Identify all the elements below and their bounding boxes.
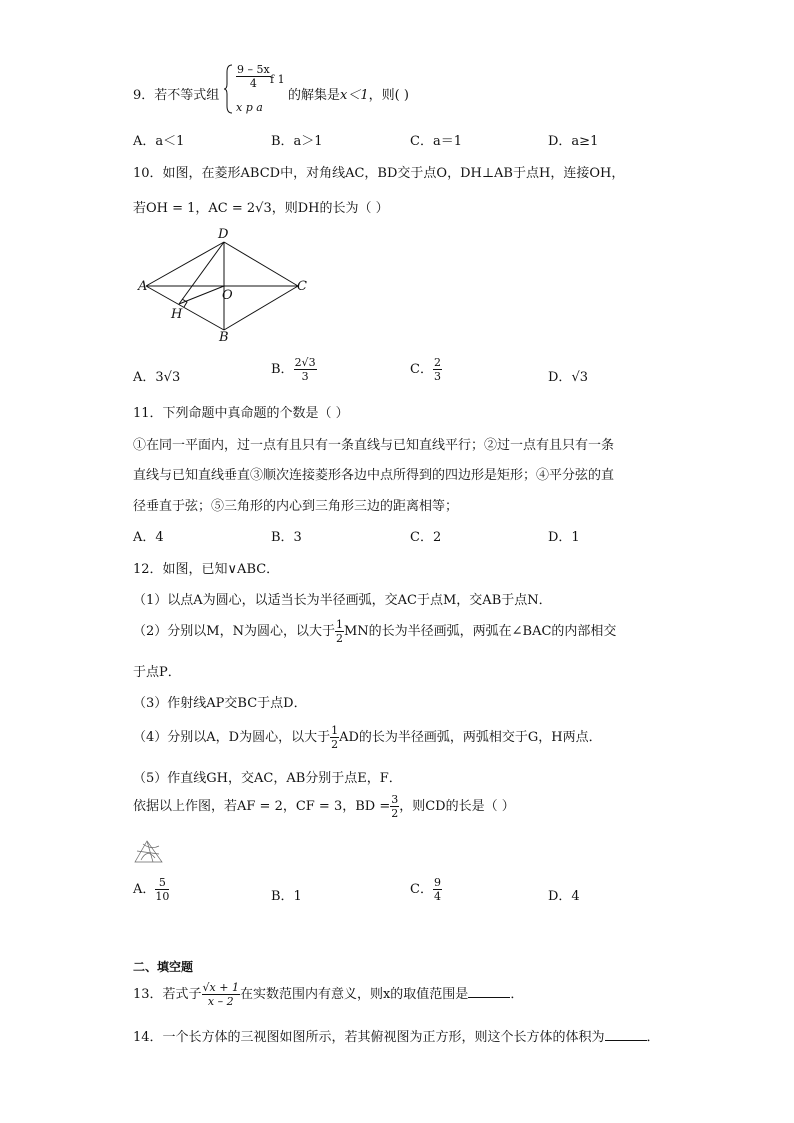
q13-frac: [202, 981, 240, 1008]
q13-end: ．: [510, 987, 524, 1002]
q10-option-a: [133, 366, 180, 385]
q10-a-val: 3√3: [155, 370, 181, 385]
q12-c-num: 9: [433, 876, 441, 889]
q14-line: [133, 1026, 660, 1045]
q12-s2-pre: （2）分别以M，N为圆心，以大于: [133, 624, 335, 639]
q10-c-den: 3: [433, 370, 441, 383]
q12-option-c: [410, 876, 442, 903]
label-h: H: [171, 307, 183, 322]
q12-option-d: D．4: [548, 889, 580, 904]
q9-number: 9．: [133, 88, 155, 103]
q9-brace: [224, 64, 234, 114]
q9-row1-num: 9 – 5x: [237, 63, 270, 76]
q12-cond-pre: 依据以上作图，若AF = 2，CF = 3，BD =: [133, 799, 391, 814]
label-d: D: [218, 227, 229, 242]
q10-c-num: 2: [433, 356, 441, 369]
q9-row1-rel: f 1: [270, 73, 285, 86]
q12-option-a: [133, 876, 169, 903]
q10-b-label: B．: [271, 362, 294, 377]
q12-condition: [133, 793, 515, 820]
q12-s4-den: 2: [331, 738, 339, 751]
q12-a-num: 5: [155, 876, 169, 890]
q12-a-label: A．: [133, 882, 156, 897]
q10-c-frac: [433, 356, 442, 383]
q12-c-label: C．: [410, 882, 433, 897]
q14-answer-blank[interactable]: [605, 1028, 647, 1041]
q9-post: [288, 84, 409, 103]
q9-option-c: C．a＝1: [410, 134, 462, 149]
q12-option-b: B．1: [271, 889, 302, 904]
q11-body-line1: ①在同一平面内，过一点有且只有一条直线与已知直线平行；②过一点有且只有一条: [133, 438, 615, 453]
q10-option-b: [271, 356, 317, 383]
label-a: A: [138, 279, 148, 294]
q13-post: 在实数范围内有意义，则x的取值范围是: [239, 987, 469, 1002]
edge-cb: [224, 286, 298, 330]
q13-answer-blank[interactable]: [468, 985, 510, 998]
q9-system-row1: [236, 63, 271, 90]
q12-step1: （1）以点A为圆心，以适当长为半径画弧，交AC于点M，交AB于点N．: [133, 593, 552, 608]
q12-s2-den: 2: [335, 632, 343, 645]
edge-ad: [146, 242, 224, 286]
q11-body-line3: 径垂直于弦；⑤三角形的内心到三角形三边的距离相等；: [133, 499, 459, 514]
q12-s4-num: 1: [331, 724, 339, 737]
q9-stem: [133, 84, 219, 103]
q11-body-line2: 直线与已知直线垂直③顺次连接菱形各边中点所得到的四边形是矩形；④平分弦的直: [133, 468, 615, 483]
q10-d-label: D．: [548, 370, 572, 385]
q14-end: ．: [646, 1030, 660, 1045]
q13-line: [133, 981, 523, 1008]
q9-option-b: B．a＞1: [271, 134, 323, 149]
q12-s2-num: 1: [335, 618, 343, 631]
q10-line2: 若OH = 1，AC = 2√3，则DH的长为（ ）: [133, 201, 389, 216]
q12-cond-post: ，则CD的长是（ ）: [399, 799, 515, 814]
q12-s4-pre: （4）分别以A，D为圆心，以大于: [133, 730, 331, 745]
edge-dc: [224, 242, 298, 286]
q10-b-num: 2√3: [294, 356, 316, 369]
q10-b-den: 3: [301, 370, 309, 383]
q13-den: x – 2: [207, 995, 234, 1008]
q10-c-label: C．: [410, 362, 433, 377]
q11-option-c: C．2: [410, 530, 442, 545]
q10-a-label: A．: [133, 370, 156, 385]
q12-s2-post: MN的长为半径画弧，两弧在∠BAC的内部相交: [343, 624, 617, 639]
q13-num: √x + 1: [202, 981, 239, 994]
q12-step3: （3）作射线AP交BC于点D．: [133, 696, 307, 711]
q12-stem: 12．如图，已知∨ABC．: [133, 562, 280, 577]
q13-pre: 13．若式子: [133, 987, 202, 1002]
q9-post-text: 的解集是: [288, 88, 341, 103]
q12-step4: [133, 724, 602, 751]
q11-option-b: B．3: [271, 530, 302, 545]
q9-cond: x＜1: [340, 88, 369, 103]
q12-step2-cont: 于点P．: [133, 665, 181, 680]
q12-step5: （5）作直线GH，交AC，AB分别于点E，F．: [133, 771, 402, 786]
q12-s4-post: AD的长为半径画弧，两弧相交于G，H两点．: [339, 730, 602, 745]
q11-option-a: A．4: [133, 530, 164, 545]
q9-row1-den: 4: [249, 77, 257, 90]
q11-option-d: D．1: [548, 530, 580, 545]
q12-c-frac: [433, 876, 442, 903]
q12-a-den: 10: [155, 890, 170, 903]
q12-cond-frac: [390, 793, 399, 820]
q10-b-frac: [294, 356, 317, 383]
q12-cond-num: 3: [391, 793, 399, 806]
q14-text: 14．一个长方体的三视图如图所示，若其俯视图为正方形，则这个长方体的体积为: [133, 1030, 605, 1045]
q12-c-den: 4: [433, 890, 441, 903]
label-b: B: [219, 330, 229, 345]
q11-stem: 11．下列命题中真命题的个数是（ ）: [133, 406, 349, 421]
q9-system-row2: x p a: [236, 101, 263, 114]
q12-step2: [133, 618, 616, 645]
q12-s2-frac: [335, 618, 344, 645]
q10-option-c: [410, 356, 442, 383]
edge-ba: [146, 286, 224, 330]
q10-d-val: √3: [571, 370, 588, 385]
q12-cond-den: 2: [391, 807, 399, 820]
q10-option-d: [548, 366, 588, 385]
q9-end: ，则( ): [368, 88, 409, 103]
q12-a-frac: [155, 876, 169, 903]
section-2-heading: 二、填空题: [133, 960, 194, 974]
label-o: O: [222, 288, 233, 303]
q12-s4-frac: [330, 724, 339, 751]
q12-triangle-figure: [133, 838, 165, 866]
q9-option-a: A．a＜1: [133, 134, 185, 149]
q9-pre: 若不等式组: [154, 88, 220, 103]
q9-option-d: D．a≥1: [548, 134, 599, 149]
q10-line1: 10．如图，在菱形ABCD中，对角线AC，BD交于点O，DH⊥AB于点H，连接OH，: [133, 166, 625, 181]
label-c: C: [297, 279, 307, 294]
